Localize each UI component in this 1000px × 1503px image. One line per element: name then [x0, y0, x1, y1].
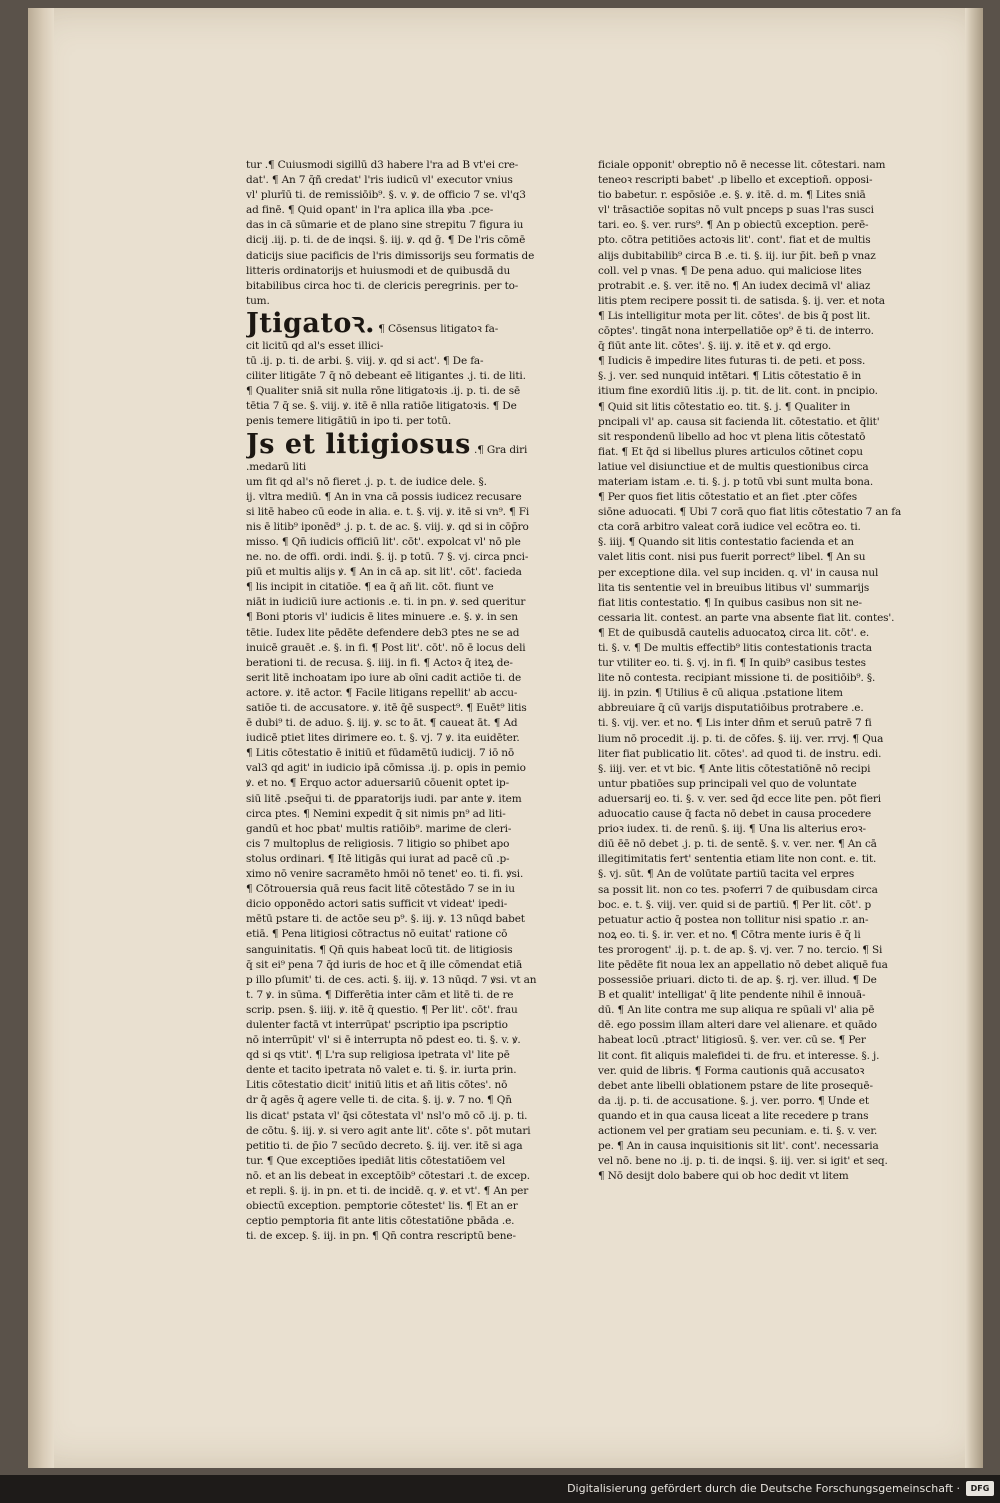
- text-line: ceptio pemptoria fit ante litis cōtestatiōne pbāda .e.: [246, 1215, 515, 1228]
- text-line: nō interrūpit' vl' si ē interrupta nō pdest eo. ti. §. v. ꝟ.: [246, 1034, 521, 1047]
- text-line: boc. e. t. §. viij. ver. quid si de partiū. ¶ Per lit. cōt'. p: [598, 898, 872, 911]
- text-line: litteris ordinatorijs et huiusmodi et de quibusdā du: [246, 264, 511, 277]
- text-line: §. iiij. ¶ Quando sit litis contestatio facienda et an: [598, 536, 854, 549]
- text-line: daticijs siue pacificis de l'ris dimissorijs seu formatis de: [246, 249, 535, 262]
- text-line: habeat locū .ptract' litigiosū. §. ver. ver. cū se. ¶ Per: [598, 1034, 866, 1047]
- section-heading-line: [246, 309, 564, 339]
- text-line: ij. vltra mediū. ¶ An in vna cā possis iudicez recusare: [246, 490, 522, 503]
- page-edge-right: [965, 8, 983, 1468]
- page-gutter-left: [28, 8, 54, 1468]
- text-line: itium fine exordiū litis .ij. p. tit. de lit. cont. in pncipio.: [598, 385, 878, 398]
- text-line: sanguinitatis. ¶ Qn̄ quis habeat locū tit. de litigiosis: [246, 943, 513, 956]
- text-line: cta corā arbitro valeat corā iudice vel ecōtra eo. ti.: [598, 521, 861, 534]
- text-line: lite pēdēte fit noua lex an appellatio nō debet aliquē fua: [598, 958, 888, 971]
- text-line: vl' trāsactiōe sopitas nō vult pnceps p suas l'ras susci: [598, 204, 874, 217]
- text-line: per exceptione dila. vel sup inciden. q. vl' in causa nul: [598, 566, 879, 579]
- text-line: ¶ Lis intelligitur mota per lit. cōtes'. de bis q̄ post lit.: [598, 309, 871, 322]
- text-line: ad finē. ¶ Quid opant' in l'ra aplica illa ꝟba .pce-: [246, 204, 494, 217]
- text-line: vl' plurīū ti. de remissiōib⁹. §. v. ꝟ. de officio 7 se. vl'q3: [246, 189, 526, 202]
- text-line: dr q̄ agēs q̄ agere velle ti. de cita. §. ij. ꝟ. 7 no. ¶ Qn̄: [246, 1094, 512, 1107]
- text-line: ver. quid de libris. ¶ Forma cautionis quā accusatoꝛ: [598, 1064, 865, 1077]
- text-line: actionem vel per gratiam seu pecuniam. e. ti. §. v. ver.: [598, 1125, 878, 1137]
- text-line: berationi ti. de recusa. §. iiij. in fi. ¶ Actoꝛ q̄ iteꝝ de-: [246, 656, 513, 669]
- text-line: nis ē litib⁹ iponēd⁹ .j. p. t. de ac. §. viij. ꝟ. qd si in cōp̄ro: [246, 520, 529, 533]
- dfg-logo: DFG: [966, 1481, 994, 1496]
- text-line: q̄ fiūt ante lit. cōtes'. §. iij. ꝟ. itē et ꝟ. qd ergo.: [598, 340, 832, 353]
- text-line: fiat litis contestatio. ¶ In quibus casibus non sit ne-: [598, 596, 862, 609]
- text-line: ti. de excep. §. iij. in pn. ¶ Qn̄ contra rescriptū bene-: [246, 1230, 516, 1243]
- text-line: fiat. ¶ Et q̄d si libellus plures articulos cōtinet copu: [598, 445, 863, 458]
- text-line: si litē habeo cū eode in alia. e. t. §. vij. ꝟ. itē si vn⁹. ¶ Fi: [246, 505, 530, 518]
- text-column-left: [246, 158, 564, 1244]
- text-line: cit licitū qd al's esset illici-: [246, 339, 384, 352]
- text-line: penis temere litigātiū in ipo ti. per totū.: [246, 415, 452, 428]
- text-line: pto. cōtra petitiōes actoꝛis lit'. cont'. fiat et de multis: [598, 234, 871, 247]
- text-line: siōne aduocati. ¶ Ubi 7 corā quo fiat litis cōtestatio 7 an fa: [598, 506, 902, 519]
- text-line: Litis cōtestatio dicit' initiū litis et añ litis cōtes'. nō: [246, 1079, 508, 1092]
- text-line: um fit qd al's nō fieret .j. p. t. de iudice dele. §.: [246, 475, 487, 488]
- text-line: das in cā sūmarie et de plano sine strepitu 7 figura iu: [246, 219, 524, 232]
- text-line: gandū et hoc pbat' multis ratiōib⁹. marime de cleri-: [246, 822, 512, 835]
- text-column-right: [598, 158, 938, 1184]
- text-line: bitabilibus circa hoc ti. de clericis peregrinis. per to-: [246, 279, 519, 292]
- text-line: lita tis sententie vel in breuibus litibus vl' summarijs: [598, 581, 870, 594]
- text-line: tū .ij. p. ti. de arbi. §. viij. ꝟ. qd si act'. ¶ De fa-: [246, 355, 484, 368]
- text-line: protrabit .e. §. ver. itē no. ¶ An iudex decimā vl' aliaz: [598, 279, 871, 292]
- text-line: dē. ego possim illam alteri dare vel alienare. et quādo: [598, 1019, 877, 1032]
- text-line: ē dubi⁹ ti. de aduo. §. iij. ꝟ. sc to āt. ¶ caueat āt. ¶ Ad: [246, 717, 518, 730]
- text-line: ¶ Boni ptoris vl' iudicis ē lites minuere .e. §. ꝟ. in sen: [246, 611, 518, 624]
- text-line: liter fiat publicatio lit. cōtes'. ad quod ti. de instru. edi.: [598, 747, 882, 760]
- text-line: da .ij. p. ti. de accusatione. §. j. ver. porro. ¶ Unde et: [598, 1094, 869, 1107]
- text-line: ¶ Et de quibusdā cautelis aduocatoꝝ circa lit. cōt'. e.: [598, 626, 870, 639]
- text-line: sa possit lit. non co tes. pꝛoferri 7 de quibusdam circa: [598, 883, 878, 896]
- text-line: de cōtu. §. iij. ꝟ. si vero agit ante lit'. cōte s'. pōt mutari: [246, 1124, 531, 1137]
- text-line: latiue vel disiunctiue et de multis questionibus circa: [598, 460, 869, 473]
- text-line: serit litē inchoatam ipo iure ab oīni cadit actiōe ti. de: [246, 671, 522, 684]
- text-line: tum.: [246, 294, 270, 307]
- text-line: piū et multis alijs ꝟ. ¶ An in cā ap. sit lit'. cōt'. facieda: [246, 566, 522, 579]
- text-line: dū. ¶ An lite contra me sup aliqua re spūali vl' alia pē: [598, 1004, 875, 1017]
- text-line: q̄ sit ei⁹ pena 7 q̄d iuris de hoc et q̄ ille cōmendat etiā: [246, 958, 523, 971]
- text-line: lit cont. fit aliquis malefidei ti. de fru. et interesse. §. j.: [598, 1049, 880, 1062]
- text-line: vel nō. bene no .ij. p. ti. de inqsi. §. iij. ver. si igit' et seq.: [598, 1155, 888, 1168]
- text-line: §. iiij. ver. et vt bic. ¶ Ante litis cōtestatiōnē nō recipi: [598, 762, 871, 775]
- text-line: val3 qd agit' in iudicio ipā cōmissa .ij. p. opis in pemio: [246, 762, 526, 775]
- text-line: qd si qs vtit'. ¶ L'ra sup religiosa ipetrata vl' lite pē: [246, 1049, 510, 1062]
- section-initial: Js et litigiosus: [246, 429, 471, 460]
- text-line: prioꝛ iudex. ti. de renū. §. iij. ¶ Una lis alterius eroꝛ-: [598, 823, 866, 836]
- text-line: mētū pstare ti. de actōe seu p⁹. §. iij. ꝟ. 13 nūqd babet: [246, 913, 525, 926]
- text-line: §. j. ver. sed nunquid intētari. ¶ Litis cōtestatio ē in: [598, 370, 862, 383]
- text-line: tētia 7 q̄ se. §. viij. ꝟ. itē ē nlla ratiōe litigatoꝛis. ¶ De: [246, 400, 517, 413]
- text-line: ti. §. v. ¶ De multis effectib⁹ litis contestationis tracta: [598, 642, 872, 654]
- text-line: untur pbatiōes sup principali vel quo de voluntate: [598, 777, 857, 790]
- text-line: scrip. psen. §. iiij. ꝟ. itē q̄ questio. ¶ Per lit'. cōt'. frau: [246, 1003, 518, 1016]
- text-line: iudicē ptiet lites dirimere eo. t. §. vj. 7 ꝟ. ita euidēter.: [246, 732, 520, 745]
- text-line: cis 7 multoplus de religiosis. 7 litigio so phibet apo: [246, 837, 510, 850]
- text-line: abbreuiare q̄ cū varijs disputatiōibus protrabere .e.: [598, 702, 864, 715]
- section-initial: Jtigatoꝛ.: [246, 308, 376, 339]
- text-line: materiam istam .e. ti. §. j. p totū vbi sunt multa bona.: [598, 475, 874, 488]
- text-line: ficiale opponit' obreptio nō ē necesse lit. cōtestari. nam: [598, 159, 886, 171]
- footer-credit: Digitalisierung gefördert durch die Deutsche Forschungsgemeinschaft ·: [567, 1482, 960, 1495]
- text-line: obiectū exception. pemptorie cōtestet' lis. ¶ Et an er: [246, 1200, 518, 1213]
- heading-line-text: ¶ Cōsensus litigatoꝛ fa-: [375, 322, 499, 335]
- text-line: niāt in iudiciū iure actionis .e. ti. in pn. ꝟ. sed queritur: [246, 596, 526, 609]
- text-line: coll. vel p vnas. ¶ De pena aduo. qui maliciose lites: [598, 264, 862, 277]
- text-line: dicij .iij. p. ti. de de inqsi. §. iij. ꝟ. qd ḡ. ¶ De l'ris cōmē: [246, 234, 526, 247]
- text-line: tari. eo. §. ver. rurs⁹. ¶ An p obiectū exception. perē-: [598, 219, 869, 232]
- text-line: satiōe ti. de accusatore. ꝟ. itē q̄ē suspect⁹. ¶ Euēt⁹ litis: [246, 702, 527, 714]
- text-line: aduocatio cause q̄ facta nō debet in causa procedere: [598, 808, 872, 821]
- text-line: cōptes'. tingāt nona interpellatiōe op⁹ ē ti. de interro.: [598, 325, 874, 338]
- text-line: §. vj. sūt. ¶ An de volūtate partiū tacita vel erpres: [598, 868, 855, 881]
- text-line: diū ēē nō debet .j. p. ti. de sentē. §. v. ver. ner. ¶ An cā: [598, 838, 877, 851]
- text-line: possessiōe priuari. dicto ti. de ap. §. rj. ver. illud. ¶ De: [598, 974, 877, 987]
- text-line: dicio opponēdo actori satis sufficit vt videat' ipedi-: [246, 898, 508, 911]
- text-line: dat'. ¶ An 7 q̄ñ credat' l'ris iudicū vl' executor vnius: [246, 174, 513, 187]
- text-line: quando et in qua causa liceat a lite recedere p trans: [598, 1109, 869, 1122]
- text-line: inuicē grauēt .e. §. in fi. ¶ Post lit'. cōt'. nō ē locus deli: [246, 641, 526, 654]
- text-line: p illo pſumit' ti. de ces. acti. §. iij. ꝟ. 13 nūqd. 7 ꝟsi. vt an: [246, 973, 537, 986]
- text-line: et repli. §. ij. in pn. et ti. de incidē. q. ꝟ. et vt'. ¶ An per: [246, 1185, 529, 1197]
- heading-line-text: .¶ Gra diri: [470, 443, 528, 456]
- text-line: valet litis cont. nisi pus fuerit porrect⁹ libel. ¶ An su: [598, 551, 866, 564]
- text-line: petuatur actio q̄ postea non tollitur nisi spatio .r. an-: [598, 913, 869, 926]
- text-line: dulenter factā vt interrūpat' pscriptio ipa pscriptio: [246, 1018, 508, 1031]
- text-line: teneoꝛ rescripti babet' .p libello et exceptioñ. opposi-: [598, 174, 873, 187]
- text-line: B et qualit' intelligat' q̄ lite pendente nihil ē innouā-: [598, 989, 866, 1002]
- text-line: cessaria lit. contest. an parte vna absente fiat lit. contes'.: [598, 611, 895, 624]
- text-line: lis dicat' pstata vl' q̄si cōtestata vl' nsl'o mō cō .ij. p. ti.: [246, 1109, 528, 1122]
- text-line: ciliter litigāte 7 q̄ nō debeant eē litigantes .j. ti. de liti.: [246, 370, 526, 383]
- text-line: circa ptes. ¶ Nemini expedit q̄ sit nimis pn⁹ ad liti-: [246, 807, 506, 820]
- text-line: debet ante libelli oblationem pstare de lite prosequē-: [598, 1079, 873, 1092]
- text-line: actore. ꝟ. itē actor. ¶ Facile litigans repellit' ab accu-: [246, 686, 518, 699]
- text-line: aduersarij eo. ti. §. v. ver. sed q̄d ecce lite pen. pōt fieri: [598, 792, 881, 805]
- text-line: ximo nō venire sacramēto hmōi nō tenet' eo. ti. fi. ꝟsi.: [246, 868, 524, 881]
- text-line: ¶ Quid sit litis cōtestatio eo. tit. §. j. ¶ Qualiter in: [598, 400, 851, 413]
- text-line: .medarū liti: [246, 460, 307, 473]
- text-line: tes prorogent' .ij. p. t. de ap. §. vj. ver. 7 no. tercio. ¶ Si: [598, 943, 883, 956]
- text-line: tētie. Iudex lite pēdēte defendere deb3 ptes ne se ad: [246, 626, 520, 639]
- text-line: siū litē .pseq̄ui ti. de ꝑparatorijs iudi. par ante ꝟ. item: [246, 792, 522, 805]
- text-line: ¶ Cōtrouersia quā reus facit litē cōtestādo 7 se in iu: [246, 883, 515, 896]
- footer-bar: [0, 1475, 1000, 1503]
- book-page: [28, 8, 983, 1468]
- text-line: ne. no. de offi. ordi. indi. §. ij. p totū. 7 §. vj. circa pnci-: [246, 551, 529, 564]
- text-line: noꝝ eo. ti. §. ir. ver. et no. ¶ Cōtra mente iuris ē q̄ li: [598, 928, 861, 941]
- text-line: ¶ Nō desijt dolo babere qui ob hoc dedit vt litem: [598, 1170, 849, 1183]
- text-line: iij. in pzin. ¶ Utilius ē cū aliqua .pstatione litem: [598, 687, 843, 700]
- text-line: sit respondenū libello ad hoc vt plena litis cōtestatō: [598, 430, 866, 443]
- text-line: tio babetur. r. espōsiōe .e. §. ꝟ. itē. d. m. ¶ Lites sniā: [598, 189, 866, 202]
- text-line: alijs dubitabilib⁹ circa B .e. ti. §. iij. iur p̄it. beñ p vnaz: [598, 249, 876, 262]
- text-line: ¶ Qualiter sniā sit nulla rōne litigatoꝛis .ij. p. ti. de sē: [246, 385, 521, 398]
- text-line: nō. et an lis debeat in exceptōib⁹ cōtestari .t. de excep.: [246, 1169, 530, 1182]
- text-line: t. 7 ꝟ. in sūma. ¶ Differētia inter cām et litē ti. de re: [246, 988, 514, 1001]
- text-line: ¶ Per quos fiet litis cōtestatio et an fiet .pter cōfes: [598, 491, 857, 504]
- text-line: litis ptem recipere possit ti. de satisda. §. ij. ver. et nota: [598, 294, 885, 307]
- text-line: ¶ Iudicis ē impedire lites futuras ti. de peti. et poss.: [598, 355, 866, 368]
- text-line: pe. ¶ An in causa inquisitionis sit lit'. cont'. necessaria: [598, 1140, 879, 1153]
- text-line: illegitimitatis fert' sententia etiam lite non cont. e. tit.: [598, 853, 877, 866]
- text-line: pncipali vl' ap. causa sit facienda lit. cōtestatio. et q̄lit': [598, 415, 880, 428]
- text-line: misso. ¶ Qn̄ iudicis officiū lit'. cōt'. expolcat vl' nō ple: [246, 535, 521, 548]
- text-line: lium nō procedit .ij. p. ti. de cōfes. §. iij. ver. rrvj. ¶ Qua: [598, 732, 884, 745]
- text-line: ¶ lis incipit in citatiōe. ¶ ea q̄ añ lit. cōt. fiunt ve: [246, 581, 494, 594]
- text-line: dente et tacito ipetrata nō valet e. ti. §. ir. iurta prin.: [246, 1064, 517, 1077]
- text-line: lite nō contesta. recipiant missione ti. de positiōib⁹. §.: [598, 672, 876, 685]
- text-line: ti. §. vij. ver. et no. ¶ Lis inter dn̄m et seruū patrē 7 fi: [598, 717, 872, 730]
- section-heading-line: [246, 430, 564, 460]
- text-line: tur. ¶ Que exceptiōes ipediāt litis cōtestatiōem vel: [246, 1154, 506, 1167]
- text-line: stolus ordinari. ¶ Itē litigās qui iurat ad pacē cū .p-: [246, 852, 510, 865]
- text-line: tur .¶ Cuiusmodi sigillū d3 habere l'ra ad B vt'ei cre-: [246, 159, 519, 171]
- text-line: petitio ti. de p̄io 7 secūdo decreto. §. iij. ver. itē si aga: [246, 1139, 523, 1152]
- text-line: ¶ Litis cōtestatio ē initiū et fūdamētū iudicij. 7 iō nō: [246, 747, 515, 760]
- text-line: ꝟ. et no. ¶ Erquo actor aduersariū cōuenit optet ip-: [246, 777, 510, 790]
- text-line: etiā. ¶ Pena litigiosi cōtractus nō euitat' ratione cō: [246, 928, 508, 941]
- text-line: tur vtiliter eo. ti. §. vj. in fi. ¶ In quib⁹ casibus testes: [598, 657, 866, 670]
